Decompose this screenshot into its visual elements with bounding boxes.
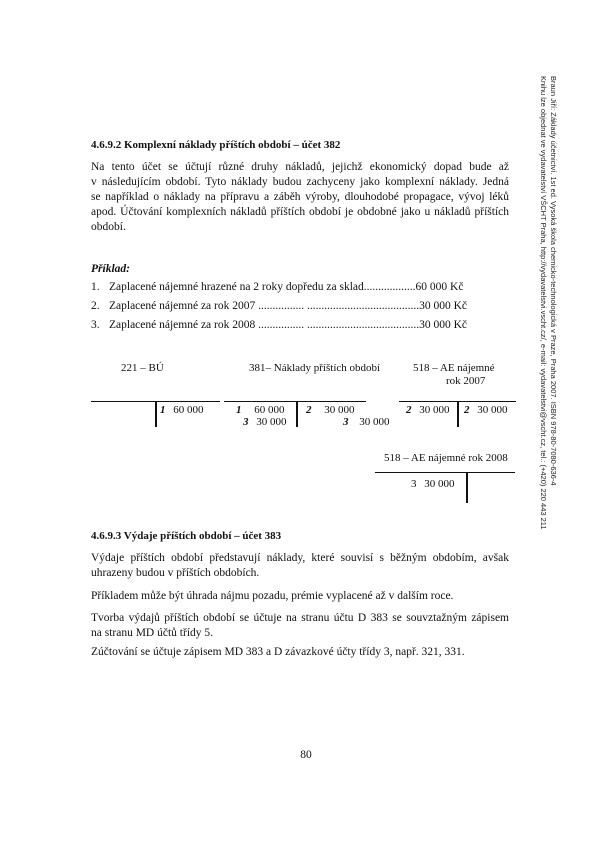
citation-line: Braun Jiří: Základy účetnictví. 1st ed. Vysoká škola chemicko-technologická v Praze, Praha 2007. ISBN 978-80-7080-636-4: [549, 76, 558, 486]
entry-ref: 3: [343, 416, 349, 428]
example-item-number: 1.: [91, 281, 100, 293]
entry-221-right-1: [160, 404, 204, 416]
paragraph-line: v následujícím období. Tyto náklady budou zachyceny jako komplexní náklady. Jedná: [91, 176, 509, 188]
paragraph-line: uhrazeny budou v příštích obdobích.: [91, 567, 260, 579]
account-label-221: 221 – BÚ: [121, 362, 164, 374]
entry-381-right-1: [306, 404, 355, 416]
entry-381-left-1: [236, 404, 285, 416]
entry-ref: 1: [236, 404, 242, 416]
section-383-para-4: [91, 645, 509, 660]
example-item-2: [91, 300, 467, 312]
section-383-para-1: [91, 551, 509, 581]
entry-amount: 30 000: [359, 416, 390, 428]
paragraph-line: období.: [91, 221, 126, 233]
section-383-para-3: [91, 611, 509, 641]
paragraph-line: Příkladem může být úhrada nájmu pozadu, prémie vyplacené až v dalším roce.: [91, 590, 454, 602]
entry-amount: 30 000: [424, 478, 455, 490]
example-title: Příklad:: [91, 263, 130, 275]
entry-518-2007-left-1: [406, 404, 450, 416]
example-item-number: 2.: [91, 300, 100, 312]
entry-381-left-2: [243, 416, 287, 428]
t-account-line-381: [224, 401, 366, 402]
example-item-3: [91, 319, 467, 331]
paragraph-line: Tvorba výdajů příštích období se účtuje na stranu účtu D 383 se souvztažným zápisem: [91, 612, 509, 624]
entry-amount: 30 000: [256, 416, 287, 428]
example-item-text: Zaplacené nájemné za rok 2007 ................ .......................................30 000 Kč: [109, 300, 468, 312]
account-label-518-2008: 518 – AE nájemné rok 2008: [384, 452, 508, 464]
entry-381-right-2: [343, 416, 390, 428]
t-account-divider-381: [296, 402, 298, 427]
paragraph-line: se například o náklady na přípravu a záběh výroby, dlouhodobé propagace, vývoj léků: [91, 191, 509, 203]
entry-ref: 1: [160, 404, 166, 416]
t-account-divider-518-2007: [457, 402, 459, 427]
entry-ref: 3: [243, 416, 249, 428]
entry-ref: 2: [464, 404, 470, 416]
paragraph-line: Na tento účet se účtují různé druhy nákladů, jejichž ekonomický dopad bude až: [91, 161, 509, 173]
t-account-divider-518-2008: [466, 473, 468, 503]
entry-amount: 30 000: [324, 404, 355, 416]
account-label-518-2007: 518 – AE nájemné: [413, 362, 495, 374]
entry-518-2008-left-1: [411, 478, 455, 490]
paragraph-line: Zúčtování se účtuje zápisem MD 383 a D závazkové účty třídy 3, např. 321, 331.: [91, 646, 465, 658]
publisher-sidebar: [538, 76, 558, 596]
entry-ref: 3: [411, 478, 417, 490]
paragraph-line: apod. Účtování komplexních nákladů příštích období je obdobné jako u nákladů příštích: [91, 206, 509, 218]
page-number: 80: [300, 749, 312, 761]
t-account-divider-221: [155, 402, 157, 427]
paragraph-line: Výdaje příštích období představují náklady, které souvisí s běžným obdobím, avšak: [91, 552, 509, 564]
account-label-381: 381– Náklady příštích období: [249, 362, 381, 374]
entry-amount: 30 000: [419, 404, 450, 416]
entry-amount: 30 000: [477, 404, 508, 416]
entry-518-2007-right-1: [464, 404, 508, 416]
account-label-518-2007-line2: rok 2007: [446, 375, 486, 387]
order-info-line: Knihu lze objednat ve vydavatelství VŠCHT Praha, http://vydavatelstvi.vscht.cz/, e-mail: vydavatelstvi@vscht.cz, tel.: (+420) 220 443 211: [539, 76, 548, 530]
entry-ref: 2: [306, 404, 312, 416]
paragraph-line: na stranu MD účtů třídy 5.: [91, 627, 214, 639]
entry-amount: 60 000: [254, 404, 285, 416]
example-item-number: 3.: [91, 319, 100, 331]
section-heading-383: 4.6.9.3 Výdaje příštích období – účet 383: [91, 530, 282, 542]
example-item-text: Zaplacené nájemné za rok 2008 ................ .......................................30 000 Kč: [109, 319, 468, 331]
entry-ref: 2: [406, 404, 412, 416]
section-heading-382: 4.6.9.2 Komplexní náklady příštích období – účet 382: [91, 139, 341, 151]
t-account-line-518-2008: [375, 472, 515, 473]
example-item-1: [91, 281, 463, 293]
entry-amount: 60 000: [173, 404, 204, 416]
section-382-paragraph: [91, 160, 509, 235]
section-383-para-2: [91, 589, 509, 604]
example-item-text: Zaplacené nájemné hrazené na 2 roky dopředu za sklad..................60 000 Kč: [109, 281, 464, 293]
